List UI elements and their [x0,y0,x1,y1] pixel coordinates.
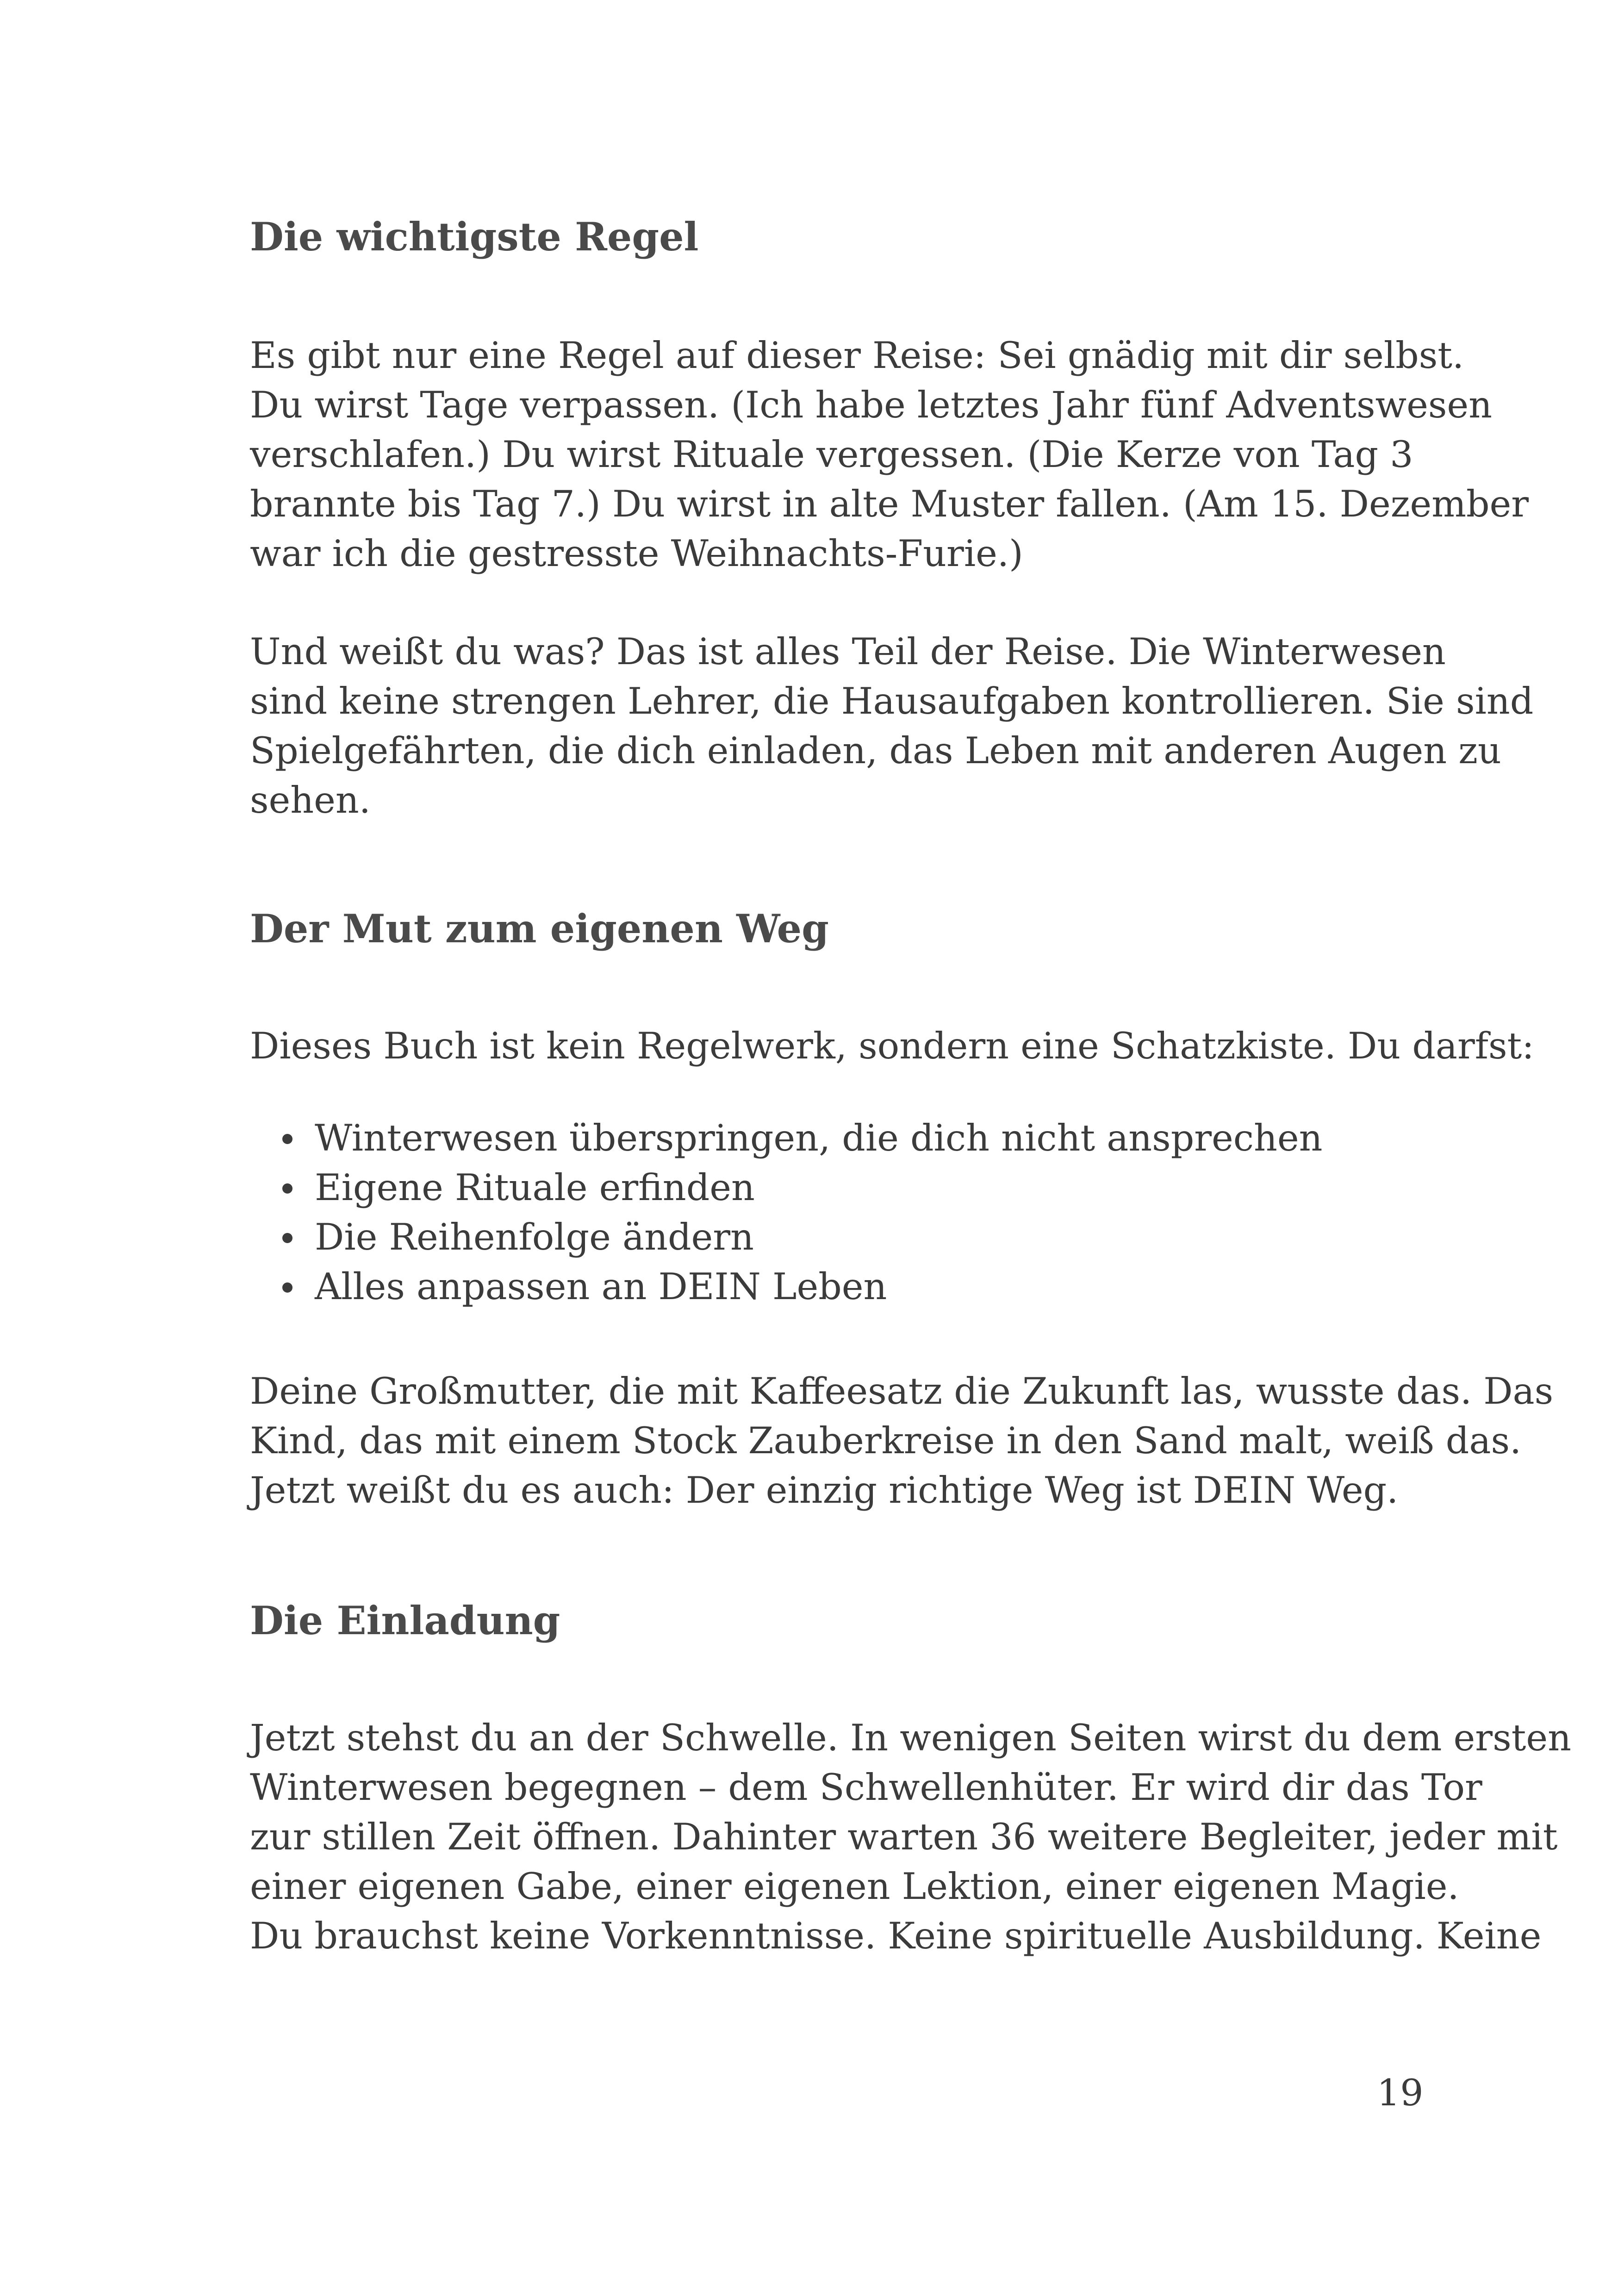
bullet-icon [282,1282,292,1293]
bullet-text: Die Reihenfolge ändern [315,1216,754,1258]
text-line: war ich die gestresste Weihnachts-Furie.) [250,532,1023,575]
text-line: Du wirst Tage verpassen. (Ich habe letztes Jahr fünf Adventswesen [250,384,1493,426]
bullet-item [273,1262,1323,1312]
text-line: Kind, das mit einem Stock Zauberkreise in den Sand malt, weiß das. [250,1419,1522,1462]
text-line: sehen. [250,779,371,821]
text-line: brannte bis Tag 7.) Du wirst in alte Muster fallen. (Am 15. Dezember [250,483,1529,525]
section-heading-rule: Die wichtigste Regel [250,214,699,260]
paragraph-invitation [250,1713,1571,1961]
text-line: Jetzt stehst du an der Schwelle. In wenigen Seiten wirst du dem ersten [250,1717,1571,1759]
text-line: zur stillen Zeit öffnen. Dahinter warten 36 weitere Begleiter, jeder mit [250,1816,1558,1858]
bullet-item [273,1114,1323,1163]
bullet-icon [282,1183,292,1194]
text-line: Jetzt weißt du es auch: Der einzig richtige Weg ist DEIN Weg. [250,1469,1399,1512]
bullet-text: Winterwesen überspringen, die dich nicht ansprechen [315,1117,1323,1159]
text-line: Winterwesen begegnen – dem Schwellenhüter. Er wird dir das Tor [250,1766,1482,1809]
bullet-text: Eigene Rituale erfinden [315,1166,755,1209]
paragraph-rule-2 [250,627,1533,825]
bullet-item [273,1163,1323,1213]
text-line: Deine Großmutter, die mit Kaffeesatz die Zukunft las, wusste das. Das [250,1370,1554,1412]
page-number: 19 [1377,2072,1424,2114]
bullet-icon [282,1233,292,1243]
section-heading-own-way: Der Mut zum eigenen Weg [250,906,829,952]
text-line: Und weißt du was? Das ist alles Teil der Reise. Die Winterwesen [250,630,1446,673]
text-line: Spielgefährten, die dich einladen, das Leben mit anderen Augen zu [250,729,1501,772]
text-line: Du brauchst keine Vorkenntnisse. Keine spirituelle Ausbildung. Keine [250,1915,1542,1957]
paragraph-own-way-intro [250,1021,1534,1071]
text-line: Es gibt nur eine Regel auf dieser Reise: Sei gnädig mit dir selbst. [250,334,1464,377]
text-line: Dieses Buch ist kein Regelwerk, sondern eine Schatzkiste. Du darfst: [250,1025,1534,1067]
bullet-item [273,1213,1323,1262]
paragraph-own-way-closing [250,1367,1553,1515]
text-line: sind keine strengen Lehrer, die Hausaufgaben kontrollieren. Sie sind [250,680,1534,722]
bullet-text: Alles anpassen an DEIN Leben [315,1265,887,1308]
paragraph-rule-1 [250,331,1529,579]
bullet-icon [282,1134,292,1144]
text-line: einer eigenen Gabe, einer eigenen Lektion, einer eigenen Magie. [250,1865,1459,1908]
section-heading-invitation: Die Einladung [250,1598,560,1643]
text-line: verschlafen.) Du wirst Rituale vergessen. (Die Kerze von Tag 3 [250,433,1413,476]
bullet-list [273,1114,1323,1312]
